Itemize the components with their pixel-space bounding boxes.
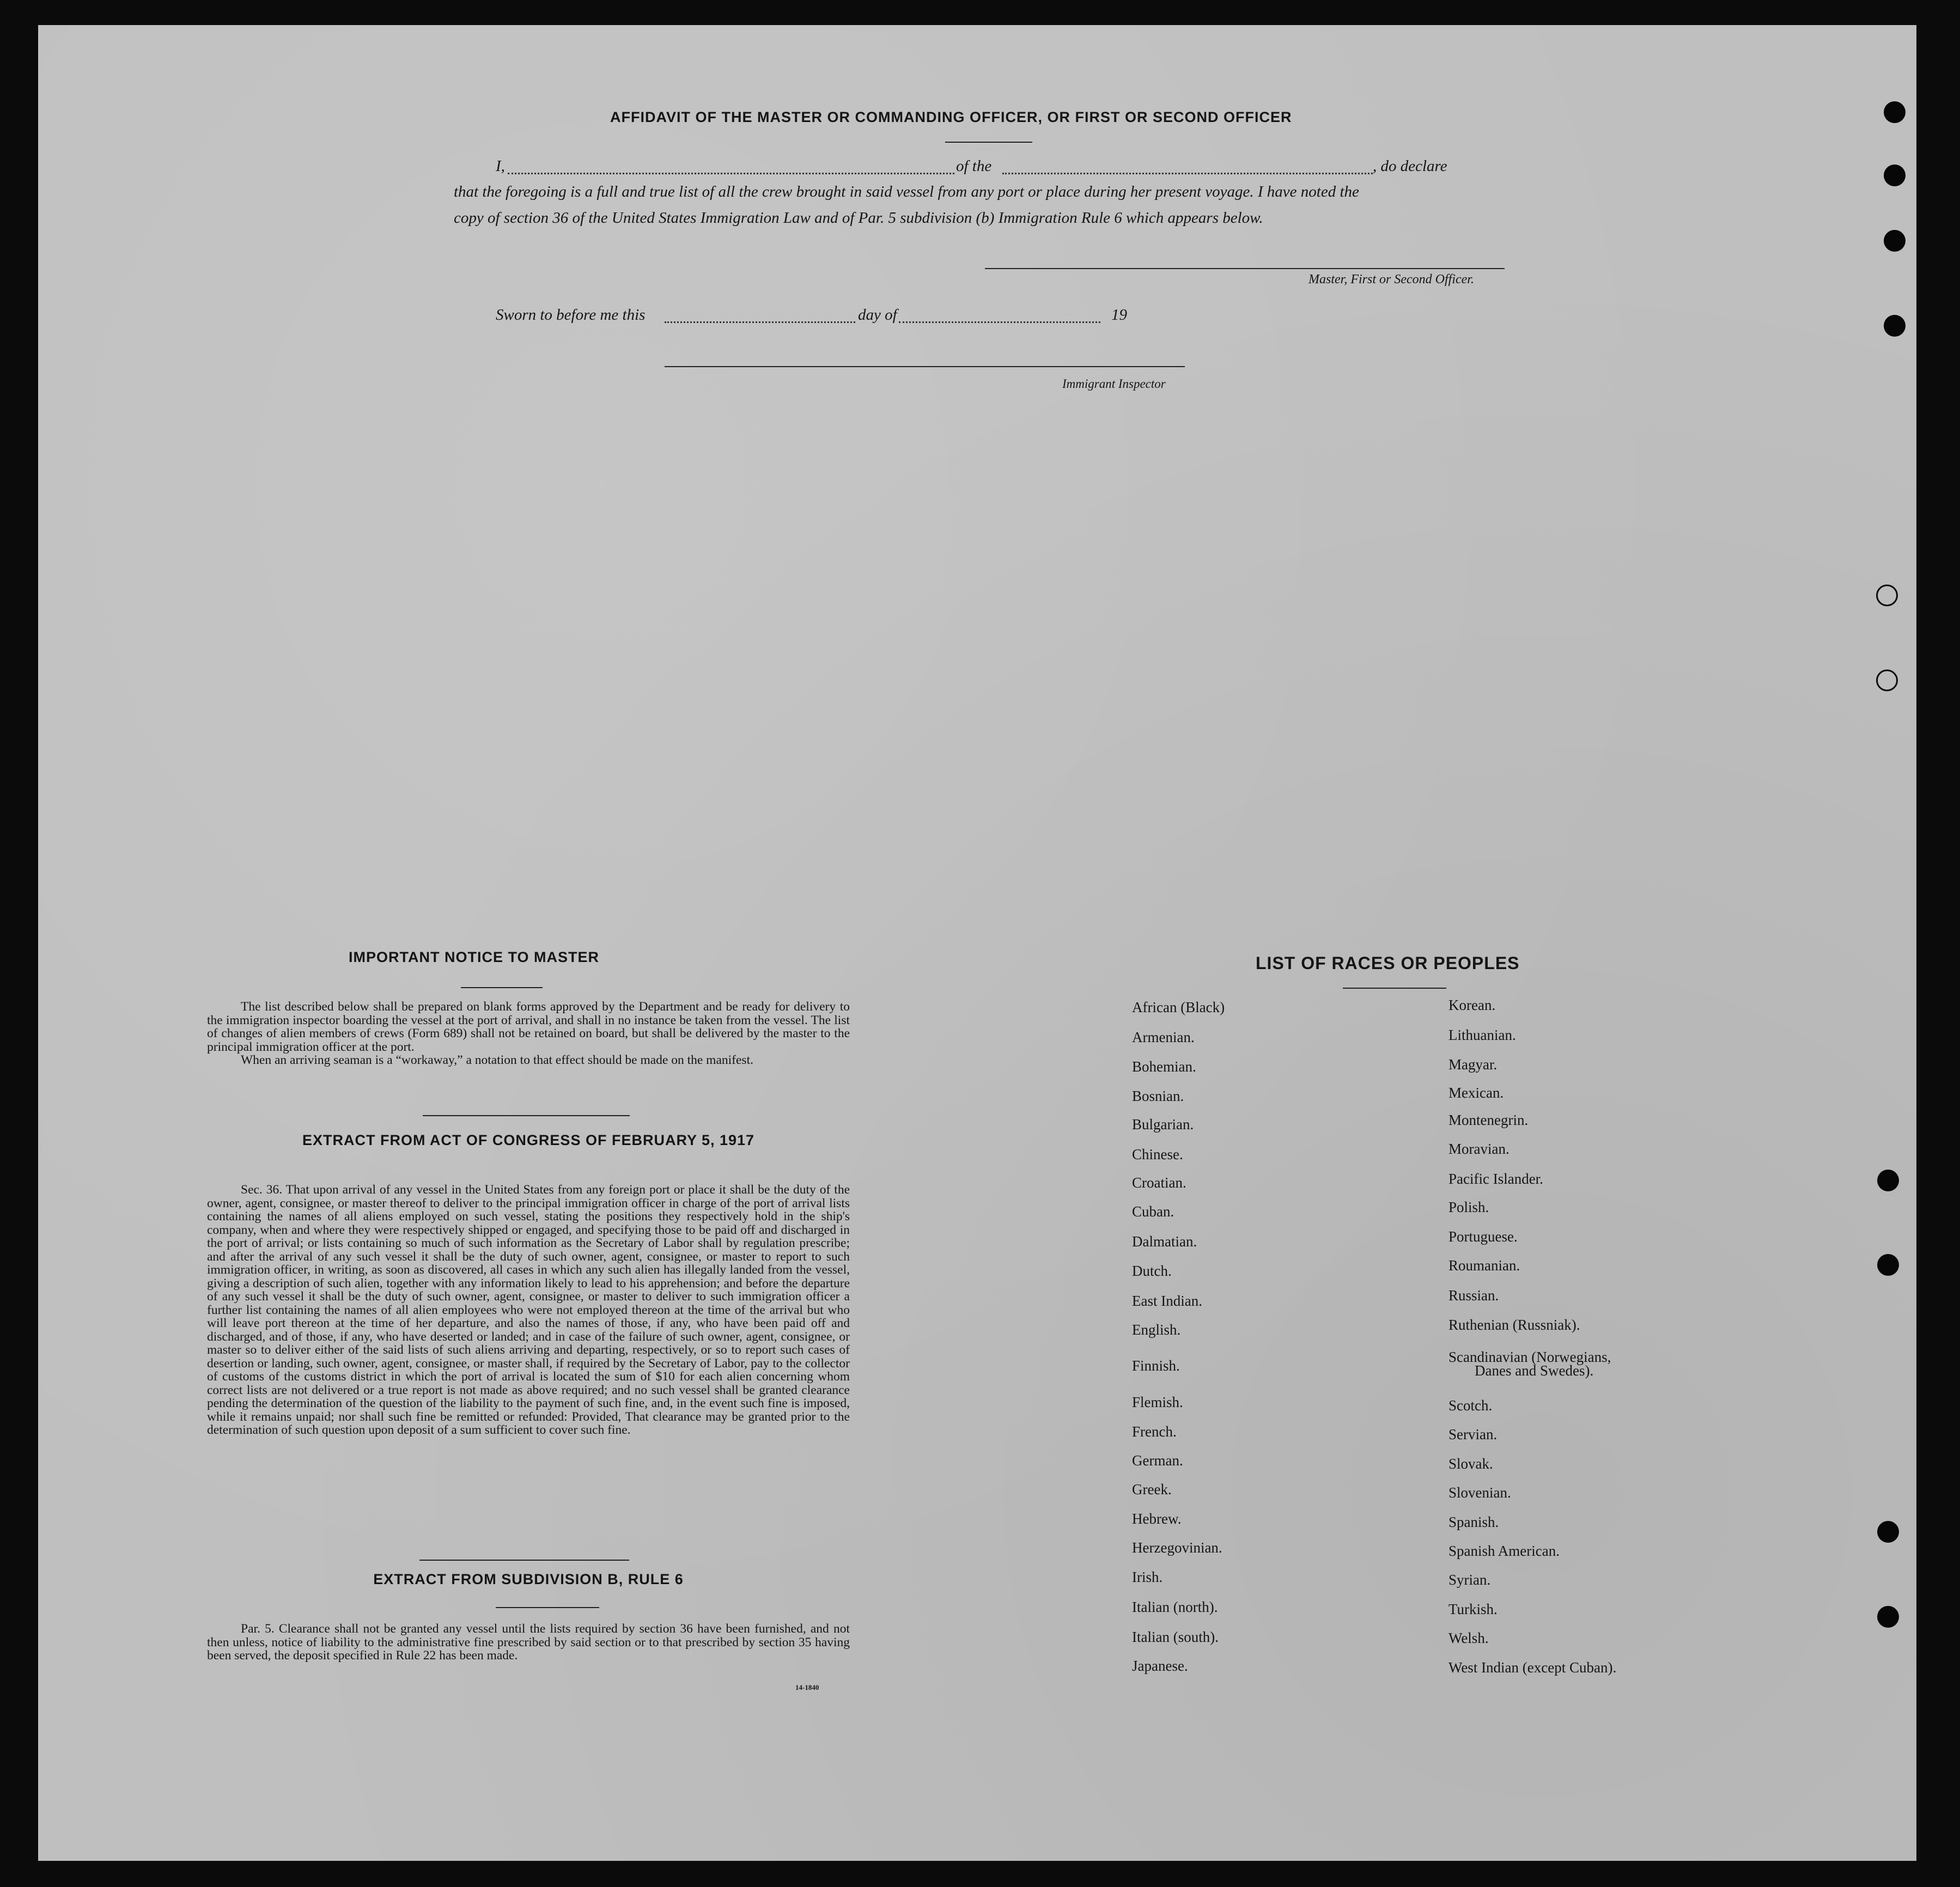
races-title: LIST OF RACES OR PEOPLES bbox=[1256, 953, 1520, 973]
race-list-item: Greek. bbox=[1132, 1481, 1172, 1498]
declaration-line-2: that the foregoing is a full and true list of all the crew brought in said vessel from any port or place during her present voyage. I have noted the bbox=[454, 183, 1359, 200]
race-list-item: Spanish American. bbox=[1448, 1543, 1560, 1559]
race-list-item: Russian. bbox=[1448, 1287, 1499, 1304]
race-list-item: Korean. bbox=[1448, 997, 1496, 1013]
race-list-item: Dalmatian. bbox=[1132, 1233, 1197, 1250]
punch-hole bbox=[1877, 1521, 1899, 1543]
punch-hole bbox=[1884, 101, 1906, 123]
declaration-line-1 bbox=[496, 154, 1509, 178]
punch-hole bbox=[1884, 165, 1906, 186]
race-list-item: Italian (north). bbox=[1132, 1599, 1218, 1615]
race-list-item: Hebrew. bbox=[1132, 1511, 1182, 1527]
punch-hole bbox=[1877, 1254, 1899, 1276]
master-signature-line[interactable] bbox=[985, 268, 1505, 269]
punch-hole bbox=[1877, 1606, 1899, 1628]
day-of-label: day of bbox=[858, 306, 897, 324]
race-list-item: Bosnian. bbox=[1132, 1088, 1184, 1104]
race-list-item: Chinese. bbox=[1132, 1146, 1183, 1162]
declaration-do-declare-label: , do declare bbox=[1373, 157, 1447, 175]
race-list-item: Portuguese. bbox=[1448, 1228, 1518, 1245]
race-list-item: Bohemian. bbox=[1132, 1058, 1196, 1075]
race-list-item: Irish. bbox=[1132, 1569, 1163, 1585]
divider bbox=[1343, 988, 1446, 989]
race-list-item: German. bbox=[1132, 1452, 1183, 1469]
race-list-item: Japanese. bbox=[1132, 1658, 1188, 1674]
race-list-item: Servian. bbox=[1448, 1426, 1498, 1442]
race-list-item: Finnish. bbox=[1132, 1358, 1180, 1374]
form-number: 14-1840 bbox=[795, 1683, 819, 1691]
race-list-item: Dutch. bbox=[1132, 1263, 1172, 1279]
divider bbox=[461, 987, 543, 988]
declaration-i-label: I, bbox=[496, 157, 505, 175]
divider bbox=[419, 1560, 629, 1561]
race-list-item: Mexican. bbox=[1448, 1085, 1504, 1101]
race-list-item: Flemish. bbox=[1132, 1394, 1183, 1410]
punch-hole bbox=[1877, 1170, 1899, 1191]
vessel-field[interactable] bbox=[1002, 173, 1373, 174]
divider bbox=[945, 142, 1032, 143]
race-list-item: French. bbox=[1132, 1423, 1177, 1440]
race-list-item: Moravian. bbox=[1448, 1141, 1509, 1157]
extract-act-text: Sec. 36. That upon arrival of any vessel in the United States from any foreign port or place it shall be the duty of the owner, agent, consignee, or master thereof to deliver to the principal immigration officer in charge of the port of arrival lists containing the names of all aliens employed on such vessel, stating the positions they respectively hold in the ship's company, when and where they were respectively shipped or engaged, and specifying those to be paid off and discharged in the port of arrival; or lists containing so much of such information as the Secretary of Labor shall by regulation prescribe; and after the arrival of any such vessel it shall be the duty of such owner, agent, consignee, or master to report to such immigration officer, in writing, as soon as discovered, all cases in which any such alien has illegally landed from the vessel, giving a description of such alien, together with any information likely to lead to his apprehension; and before the departure of any such vessel it shall be the duty of such owner, agent, consignee, or master to deliver to such immigration officer a further list containing the names of all alien employees who were not employed thereon at the time of the arrival but who will leave port thereon at the time of her departure, and also the names of those, if any, who have been paid off and discharged, and of those, if any, who have deserted or landed; and in case of the failure of such owner, agent, consignee, or master so to deliver either of the said lists of such aliens arriving and departing, respectively, or so to report such cases of desertion or landing, such owner, agent, consignee, or master shall, if required by the Secretary of Labor, pay to the collector of customs of the customs district in which the port of arrival is located the sum of $10 for each alien concerning whom correct lists are not delivered or a true report is not made as above required; and no such vessel shall be granted clearance pending the determination of the question of the liability to the payment of such fine, and, in the event such fine is imposed, while it remains unpaid; nor shall such fine be remitted or refunded: Provided, That clearance may be granted prior to the determination of such question upon deposit of a sum sufficient to cover such fine. bbox=[207, 1183, 850, 1437]
sworn-line bbox=[496, 303, 1149, 327]
notice-title: IMPORTANT NOTICE TO MASTER bbox=[349, 949, 599, 965]
punch-hole bbox=[1876, 585, 1898, 606]
race-list-item: English. bbox=[1132, 1322, 1181, 1338]
race-list-item: Turkish. bbox=[1448, 1601, 1498, 1617]
race-list-item: Welsh. bbox=[1448, 1630, 1489, 1646]
race-list-item: Italian (south). bbox=[1132, 1629, 1219, 1645]
declaration-line-3: copy of section 36 of the United States Immigration Law and of Par. 5 subdivision (b) Immigration Rule 6 which appears below. bbox=[454, 209, 1263, 227]
race-list-item: Danes and Swedes). bbox=[1475, 1362, 1594, 1379]
punch-hole bbox=[1884, 230, 1906, 252]
sworn-day-field[interactable] bbox=[665, 321, 855, 323]
race-list-item: Roumanian. bbox=[1448, 1257, 1520, 1274]
year-prefix: 19 bbox=[1111, 306, 1127, 324]
extract-rule-title: EXTRACT FROM SUBDIVISION B, RULE 6 bbox=[373, 1571, 684, 1587]
race-list-item: Slovenian. bbox=[1448, 1484, 1511, 1501]
race-list-item: Cuban. bbox=[1132, 1203, 1174, 1220]
divider bbox=[423, 1115, 630, 1116]
notice-body bbox=[207, 1000, 850, 1067]
race-list-item: Armenian. bbox=[1132, 1029, 1195, 1045]
punch-hole bbox=[1876, 669, 1898, 691]
race-list-item: Spanish. bbox=[1448, 1514, 1499, 1530]
declaration-of-the-label: of the bbox=[956, 157, 992, 175]
extract-act-body bbox=[207, 1183, 850, 1437]
race-list-item: Scotch. bbox=[1448, 1397, 1493, 1414]
notice-paragraph-2: When an arriving seaman is a “workaway,” a notation to that effect should be made on the manifest. bbox=[241, 1053, 753, 1067]
divider bbox=[496, 1607, 599, 1608]
race-list-item: Scandinavian (Norwegians, bbox=[1448, 1349, 1611, 1365]
name-field[interactable] bbox=[508, 173, 954, 174]
extract-act-section bbox=[207, 1132, 850, 1149]
affidavit-title: AFFIDAVIT OF THE MASTER OR COMMANDING OFFICER, OR FIRST OR SECOND OFFICER bbox=[610, 109, 1292, 125]
race-list-item: Syrian. bbox=[1448, 1572, 1491, 1588]
race-list-item: Pacific Islander. bbox=[1448, 1171, 1543, 1187]
race-list-item: Ruthenian (Russniak). bbox=[1448, 1317, 1580, 1333]
sworn-month-field[interactable] bbox=[899, 321, 1100, 323]
inspector-label: Immigrant Inspector bbox=[1062, 377, 1166, 391]
race-list-item: Croatian. bbox=[1132, 1174, 1186, 1191]
extract-act-title: EXTRACT FROM ACT OF CONGRESS OF FEBRUARY 5, 1917 bbox=[302, 1132, 755, 1148]
notice-paragraph-1: The list described below shall be prepared on blank forms approved by the Department and be ready for delivery to the immigration inspector boarding the vessel at the port of arrival, and shall in no instance be taken from the vessel. The list of changes of alien members of crews (Form 689) shall not be retained on board, but shall be delivered by the master to the principal immigration officer at the port. bbox=[207, 1000, 850, 1054]
race-list-item: Montenegrin. bbox=[1448, 1112, 1529, 1128]
extract-rule-body bbox=[207, 1622, 850, 1663]
race-list-item: Herzegovinian. bbox=[1132, 1539, 1222, 1556]
race-list-item: Bulgarian. bbox=[1132, 1116, 1194, 1133]
race-list-item: African (Black) bbox=[1132, 999, 1225, 1015]
extract-rule-section bbox=[207, 1571, 850, 1588]
inspector-signature-line[interactable] bbox=[665, 366, 1185, 367]
notice-section bbox=[207, 949, 850, 966]
race-list-item: West Indian (except Cuban). bbox=[1448, 1659, 1617, 1676]
race-list-item: Lithuanian. bbox=[1448, 1027, 1516, 1043]
extract-rule-text: Par. 5. Clearance shall not be granted any vessel until the lists required by section 36 have been furnished, and not then unless, notice of liability to the administrative fine prescribed by said section or to that prescribed by section 35 having been served, the deposit specified in Rule 22 has been made. bbox=[207, 1622, 850, 1663]
master-signature-label: Master, First or Second Officer. bbox=[1308, 272, 1474, 287]
race-list-item: Magyar. bbox=[1448, 1056, 1498, 1073]
punch-hole bbox=[1884, 315, 1906, 337]
sworn-label: Sworn to before me this bbox=[496, 306, 646, 324]
race-list-item: Polish. bbox=[1448, 1199, 1489, 1215]
race-list-item: East Indian. bbox=[1132, 1293, 1202, 1309]
race-list-item: Slovak. bbox=[1448, 1456, 1493, 1472]
